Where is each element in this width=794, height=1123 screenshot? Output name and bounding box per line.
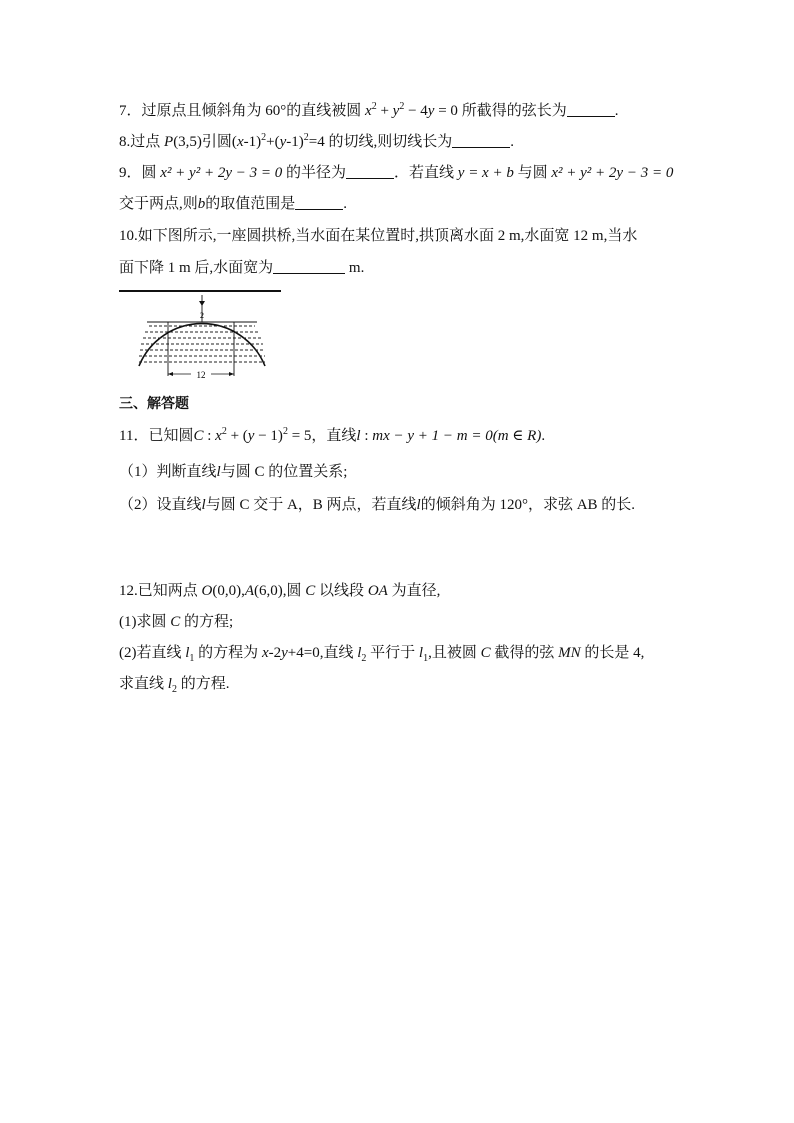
- q9-var-b: b: [197, 196, 206, 212]
- q12-var-A: A: [244, 583, 255, 599]
- answer-blank-q10[interactable]: [273, 259, 345, 274]
- q8-point-coords: (3,5)引圆(: [173, 134, 237, 150]
- q11-p1-a: （1）判断直线: [119, 464, 217, 480]
- figure-label-2: 2: [200, 311, 204, 320]
- q8-text-a: 8.过点: [119, 134, 165, 150]
- question-12-part-2-cont: [119, 674, 229, 694]
- q7-exp-1: 2: [371, 101, 377, 112]
- q10-text-b: m.: [345, 260, 365, 276]
- q12-o-coords: (0,0),: [212, 583, 245, 599]
- q8-eq-text: =4 的切线,则切线长为: [308, 134, 453, 150]
- q11-p2-b: 与圆 C 交于 A，B 两点，若直线: [205, 497, 417, 513]
- q12-l2-sub: 2: [361, 653, 367, 664]
- question-10-line2: [119, 258, 364, 278]
- q9-text-c: ．若直线: [394, 165, 458, 181]
- q7-end: .: [614, 103, 619, 119]
- q12-var-C: C: [305, 583, 316, 599]
- q12-l1b-sub: 1: [423, 653, 429, 664]
- q11-p2-a: （2）设直线: [119, 497, 202, 513]
- q9-circle-eq-2: x² + y² + 2y − 3 = 0: [551, 165, 674, 181]
- q12-p1-a: (1)求圆: [119, 614, 171, 630]
- answer-blank-q9-radius[interactable]: [346, 164, 394, 179]
- width-arrow-left-icon: [168, 372, 173, 376]
- q10-text-a: 面下降 1 m 后,水面宽为: [119, 260, 274, 276]
- question-12-part-2: [119, 643, 644, 663]
- question-9: [119, 163, 673, 183]
- q11-end: .: [541, 428, 546, 444]
- question-12-part-1: [119, 612, 233, 632]
- q12-p3-b: 的方程.: [176, 676, 230, 692]
- q12-text-a: 12.已知两点: [119, 583, 202, 599]
- q12-l2b-sub: 2: [171, 684, 177, 695]
- q12-a-coords: (6,0),圆: [254, 583, 306, 599]
- answer-blank-q9-range[interactable]: [295, 195, 343, 210]
- q11-line-eq: mx − y + 1 − m = 0(m ∈ R): [372, 428, 542, 444]
- q8-var-y: y: [279, 134, 287, 150]
- question-11-part-2: [119, 495, 635, 515]
- q12-text-b: 以线段: [315, 583, 368, 599]
- q8-exp-1: 2: [261, 132, 267, 143]
- height-arrow-icon: [199, 301, 205, 306]
- q12-p3-a: 求直线: [119, 676, 168, 692]
- q12-var-O: O: [201, 583, 213, 599]
- q9-end: .: [343, 196, 348, 212]
- q9-line-eq: y = x + b: [457, 165, 514, 181]
- q11-m1: − 1): [254, 428, 283, 444]
- q11-eq5: = 5，直线: [287, 428, 357, 444]
- answer-blank-q7[interactable]: [567, 102, 615, 117]
- q7-text-b: 所截得的弦长为: [457, 103, 567, 119]
- q9-text-f: 的取值范围是: [205, 196, 296, 212]
- q12-eq-y: y: [281, 645, 288, 661]
- q11-var-C: C: [193, 428, 204, 444]
- figure-label-12: 12: [196, 370, 206, 380]
- q12-var-OA: OA: [367, 583, 388, 599]
- question-10-line1: 10.如下图所示,一座圆拱桥,当水面在某位置时,拱顶离水面 2 m,水面宽 12 m,当水: [119, 228, 638, 244]
- q9-text-e: 交于两点,则: [119, 196, 198, 212]
- q7-minus: − 4: [404, 103, 428, 119]
- q7-var-y: y: [392, 103, 400, 119]
- q11-colon-2: :: [360, 428, 373, 444]
- q9-circle-eq: x² + y² + 2y − 3 = 0: [160, 165, 283, 181]
- q7-number: 7．: [119, 103, 142, 119]
- q11-var-x: x: [215, 428, 222, 444]
- question-12: [119, 581, 440, 601]
- q11-var-l: l: [356, 428, 361, 444]
- q12-eq-x: x: [261, 645, 269, 661]
- q9-text-d: 与圆: [513, 165, 552, 181]
- q7-var-x: x: [365, 103, 372, 119]
- question-11-part-1: [119, 462, 347, 482]
- q12-eq-m: -2: [268, 645, 282, 661]
- q12-p2-a: (2)若直线: [119, 645, 186, 661]
- q11-var-y: y: [247, 428, 255, 444]
- q11-p2-l: l: [201, 497, 206, 513]
- question-7: [119, 101, 618, 121]
- arch-bridge-figure: [119, 288, 281, 386]
- q12-p2-C: C: [480, 645, 491, 661]
- q7-var-y2: y: [427, 103, 435, 119]
- q11-p1-b: 与圆 C 的位置关系;: [220, 464, 348, 480]
- q8-var-x: x: [236, 134, 244, 150]
- q8-exp-2: 2: [303, 132, 309, 143]
- q11-p1-l: l: [216, 464, 221, 480]
- q11-p2-l2: l: [416, 497, 421, 513]
- q11-colon: :: [203, 428, 216, 444]
- section-heading-3: 三、解答题: [119, 396, 189, 412]
- q12-p2-c: 平行于: [366, 645, 419, 661]
- q8-plus: +(: [266, 134, 280, 150]
- q12-p1-C: C: [170, 614, 181, 630]
- q7-eq0: = 0: [434, 103, 458, 119]
- arch-curve: [139, 324, 265, 366]
- q8-m1: -1): [243, 134, 262, 150]
- answer-blank-q8[interactable]: [452, 133, 510, 148]
- q11-p2-c: 的倾斜角为 120°，求弦 AB 的长.: [420, 497, 636, 513]
- q9-number: 9．: [119, 165, 142, 181]
- q12-p2-d: ,且被圆: [428, 645, 481, 661]
- q12-p2-e: 截得的弦: [490, 645, 559, 661]
- question-8: [119, 132, 514, 152]
- q12-p2-b: 的方程为: [194, 645, 262, 661]
- q11-exp-1: 2: [221, 426, 227, 437]
- q12-l1b: l: [418, 645, 424, 661]
- width-arrow-right-icon: [229, 372, 234, 376]
- q11-exp-2: 2: [282, 426, 288, 437]
- q12-l2b: l: [167, 676, 172, 692]
- q11-number: 11．: [119, 428, 149, 444]
- q7-plus: +: [376, 103, 393, 119]
- q9-text-a: 圆: [141, 165, 161, 181]
- question-11: [119, 426, 545, 446]
- q8-point-p: P: [164, 134, 174, 150]
- water-lines: [139, 326, 265, 362]
- q12-l1-sub: 1: [189, 653, 195, 664]
- q11-text-a: 已知圆: [148, 428, 194, 444]
- q11-plus: + (: [226, 428, 248, 444]
- q12-text-c: 为直径,: [387, 583, 441, 599]
- question-9-cont: [119, 194, 347, 214]
- q7-exp-2: 2: [399, 101, 405, 112]
- q12-l2: l: [357, 645, 362, 661]
- q8-end: .: [510, 134, 514, 150]
- q12-l1: l: [185, 645, 190, 661]
- q7-text-a: 过原点且倾斜角为 60°的直线被圆: [141, 103, 366, 119]
- q8-m2: -1): [286, 134, 304, 150]
- q12-MN: MN: [558, 645, 581, 661]
- q9-text-b: 的半径为: [282, 165, 347, 181]
- q12-eq-r: +4=0,直线: [287, 645, 358, 661]
- q12-p1-b: 的方程;: [180, 614, 234, 630]
- q12-p2-f: 的长是 4,: [580, 645, 645, 661]
